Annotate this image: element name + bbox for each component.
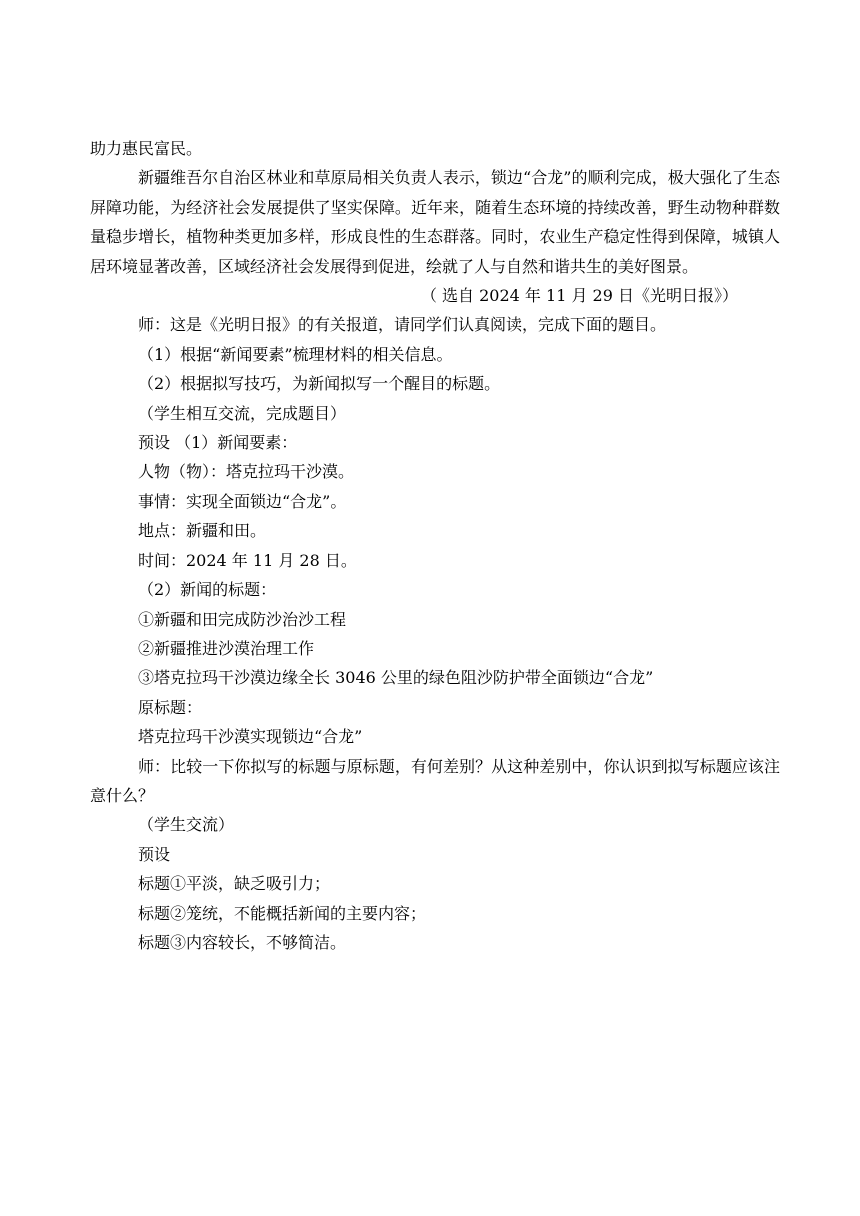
paragraph-comment-2: 标题②笼统，不能概括新闻的主要内容；: [138, 903, 427, 923]
paragraph-student-exchange: （学生交流）: [138, 815, 235, 835]
paragraph-original-label: 原标题：: [138, 697, 203, 717]
paragraph-comment-1: 标题①平淡，缺乏吸引力；: [138, 874, 331, 894]
paragraph-task-1: （1）根据“新闻要素”梳理材料的相关信息。: [138, 344, 453, 364]
paragraph-comment-3: 标题③内容较长，不够简洁。: [138, 932, 347, 952]
paragraph-element-place: 地点：新疆和田。: [138, 521, 267, 541]
paragraph-element-person: 人物（物）：塔克拉玛干沙漠。: [138, 462, 355, 482]
paragraph-teacher-instruction: 师：这是《光明日报》的有关报道，请同学们认真阅读，完成下面的题目。: [138, 315, 667, 335]
paragraph-headline-1: ①新疆和田完成防沙治沙工程: [138, 609, 347, 629]
paragraph-headline-2: ②新疆推进沙漠治理工作: [138, 638, 315, 658]
paragraph-source: （ 选自 2024 年 11 月 29 日《光明日报》）: [420, 286, 738, 306]
paragraph-original-headline: 塔克拉玛干沙漠实现锁边“合龙”: [138, 727, 363, 747]
paragraph-headline-3: ③塔克拉玛干沙漠边缘全长 3046 公里的绿色阻沙防护带全面锁边“合龙”: [138, 668, 654, 688]
document-body: [90, 134, 780, 957]
paragraph-news-body: 新疆维吾尔自治区林业和草原局相关负责人表示，锁边“合龙”的顺利完成，极大强化了生态屏障功能，为经济社会发展提供了坚实保障。近年来，随着生态环境的持续改善，野生动物种群数量稳步增长，植物种类更加多样，形成良性的生态群落。同时，农业生产稳定性得到保障，城镇人居环境显著改善，区域经济社会发展得到促进，绘就了人与自然和谐共生的美好图景。: [90, 168, 780, 276]
paragraph-element-event: 事情：实现全面锁边“合龙”。: [138, 491, 347, 511]
paragraph-element-time: 时间：2024 年 11 月 28 日。: [138, 550, 357, 570]
paragraph-teacher-question: 师：比较一下你拟写的标题与原标题，有何差别？从这种差别中，你认识到拟写标题应该注意什么？: [90, 756, 780, 805]
paragraph-preset: 预设: [138, 844, 171, 864]
paragraph-task-2: （2）根据拟写技巧，为新闻拟写一个醒目的标题。: [138, 374, 501, 394]
paragraph-continuation: 助力惠民富民。: [90, 139, 203, 158]
paragraph-headline-heading: （2）新闻的标题：: [138, 580, 277, 600]
paragraph-preset-elements: 预设 （1）新闻要素：: [138, 433, 298, 453]
paragraph-student-activity: （学生相互交流，完成题目）: [138, 403, 347, 423]
